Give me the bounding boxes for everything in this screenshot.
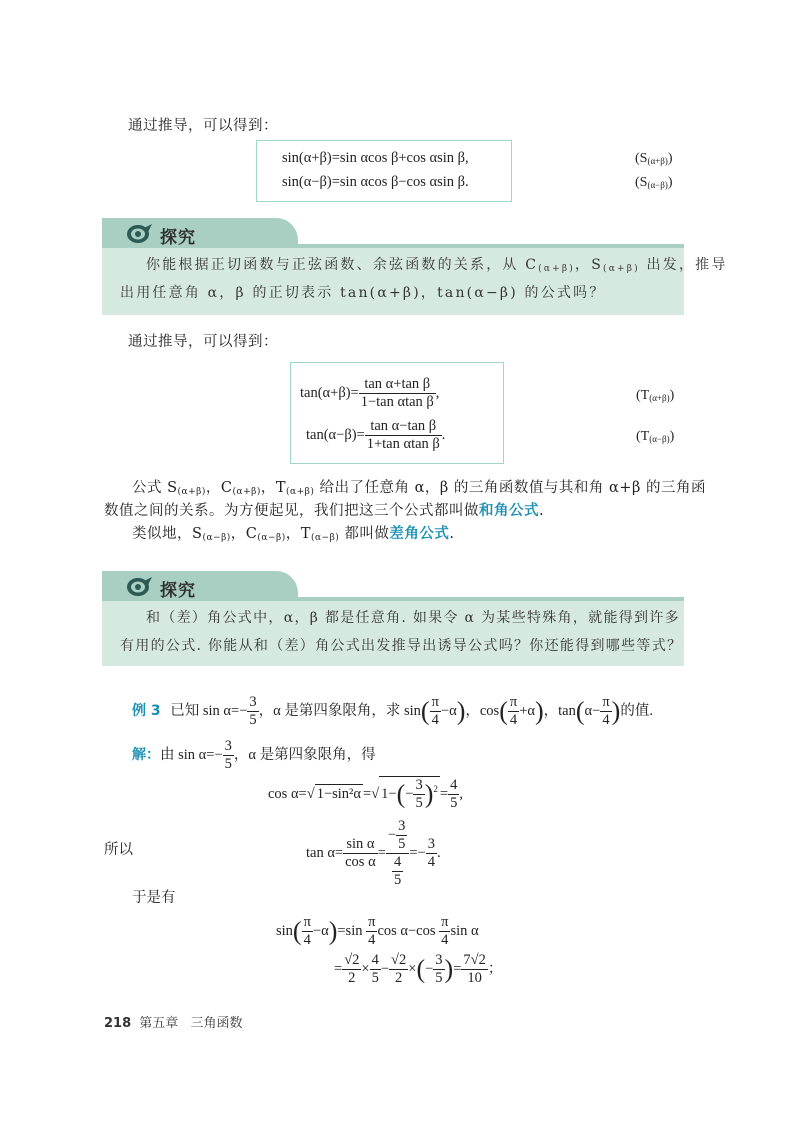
page-footer xyxy=(104,1012,242,1031)
example-label: 例 3 xyxy=(132,702,161,719)
label-t-sum: $(T_{(\alpha+\beta)})$ xyxy=(636,388,675,403)
para1-line1: 公式 $S_{(\alpha+\beta)}$，$C_{(\alpha+\beta)}$，$T_{(\alpha+\beta)}$ 给出了任意角 α，β 的三角函数值与其和角 α+β 的三角函 xyxy=(132,480,706,497)
label-s-sum: $(S_{(\alpha+\beta)})$ xyxy=(635,151,673,166)
para2-line: 类似地，$S_{(\alpha-\beta)}$，$C_{(\alpha-\beta)}$，$T_{(\alpha-\beta)}$ 都叫做差角公式. xyxy=(132,525,455,543)
formula-tan-diff: tan(α−β)= $\frac{\text{tan α−tan β}}{\text{1+tan αtan β}}$ . xyxy=(306,418,446,452)
para1-line2: 数值之间的关系。为方便起见，我们把这三个公式都叫做和角公式. xyxy=(104,502,545,519)
formula-sin-sum: sin(α+β)=sin αcos β+cos αsin β, xyxy=(282,150,469,166)
explore-text-1: 你能根据正切函数与正弦函数、余弦函数的关系，从 $C_{(\alpha+\beta)}$，$S_{(\alpha+\beta)}$ 出发，推导 xyxy=(146,257,728,274)
solution-sin-line-1: sin( $\frac{\pi}{4}$ −α)=sin $\frac{\pi}{4}$ cos α−cos $\frac{\pi}{4}$ sin α xyxy=(276,914,479,948)
explore-icon xyxy=(126,222,154,248)
intro-text-2: 通过推导，可以得到： xyxy=(128,334,278,350)
explore2-text-2: 有用的公式. 你能从和（差）角公式出发推导出诱导公式吗？你还能得到哪些等式？ xyxy=(120,638,683,654)
term-sum-formula: 和角公式 xyxy=(479,502,539,519)
label-s-diff: $(S_{(\alpha-\beta)})$ xyxy=(635,175,673,190)
label-t-diff: $(T_{(\alpha-\beta)})$ xyxy=(636,429,675,444)
solution-then: 于是有 xyxy=(132,890,176,906)
example-3: 例 3 已知 sin α=− $\frac{3}{5}$ ，α 是第四象限角，求 sin( $\frac{\pi}{4}$ −α)，cos( $\frac{\pi}{4}$ +α)，tan(α− $\frac{\pi}{4}$ )的值. xyxy=(132,694,653,728)
explore2-text-1: 和（差）角公式中，α，β 都是任意角. 如果令 α 为某些特殊角，就能得到许多 xyxy=(146,610,680,626)
chapter-title: 三角函数 xyxy=(190,1016,243,1031)
intro-text-1: 通过推导，可以得到： xyxy=(128,118,278,134)
formula-tan-sum: tan(α+β)= $\frac{\text{tan α+tan β}}{\text{1−tan αtan β}}$ , xyxy=(300,376,440,410)
solution-label: 解： xyxy=(132,746,160,763)
solution-line-1: 解：由 sin α=− $\frac{3}{5}$ ，α 是第四象限角，得 xyxy=(132,738,376,772)
solution-tan-line: tan α= $\frac{\text{sin α}}{\text{cos α}}$ = − $\frac{3}{5}$ $\frac{4}{5}$ =− $\frac{3}{4}$ . xyxy=(306,818,441,888)
chapter-label: 第五章 xyxy=(139,1016,179,1031)
explore-icon xyxy=(126,575,154,601)
explore-text-2: 出用任意角 α，β 的正切表示 tan(α+β)，tan(α−β) 的公式吗？ xyxy=(120,285,606,301)
solution-cos-line: cos α=√ 1−sin²α =√ 1−(− $\frac{3}{5}$ )$^2$ = $\frac{4}{5}$ , xyxy=(268,777,463,811)
formula-sin-diff: sin(α−β)=sin αcos β−cos αsin β. xyxy=(282,174,469,190)
page-number: 218 xyxy=(104,1016,132,1031)
solution-so: 所以 xyxy=(104,842,133,858)
term-diff-formula: 差角公式 xyxy=(389,525,450,542)
solution-sin-line-2: = $\frac{√2}{2}$ × $\frac{4}{5}$ − $\frac{√2}{2}$ ×(− $\frac{3}{5}$ )= $\frac{7√2}{10}$ ； xyxy=(334,952,503,986)
explore-title-1: 探究 xyxy=(160,228,196,248)
explore-title-2: 探究 xyxy=(160,581,196,601)
